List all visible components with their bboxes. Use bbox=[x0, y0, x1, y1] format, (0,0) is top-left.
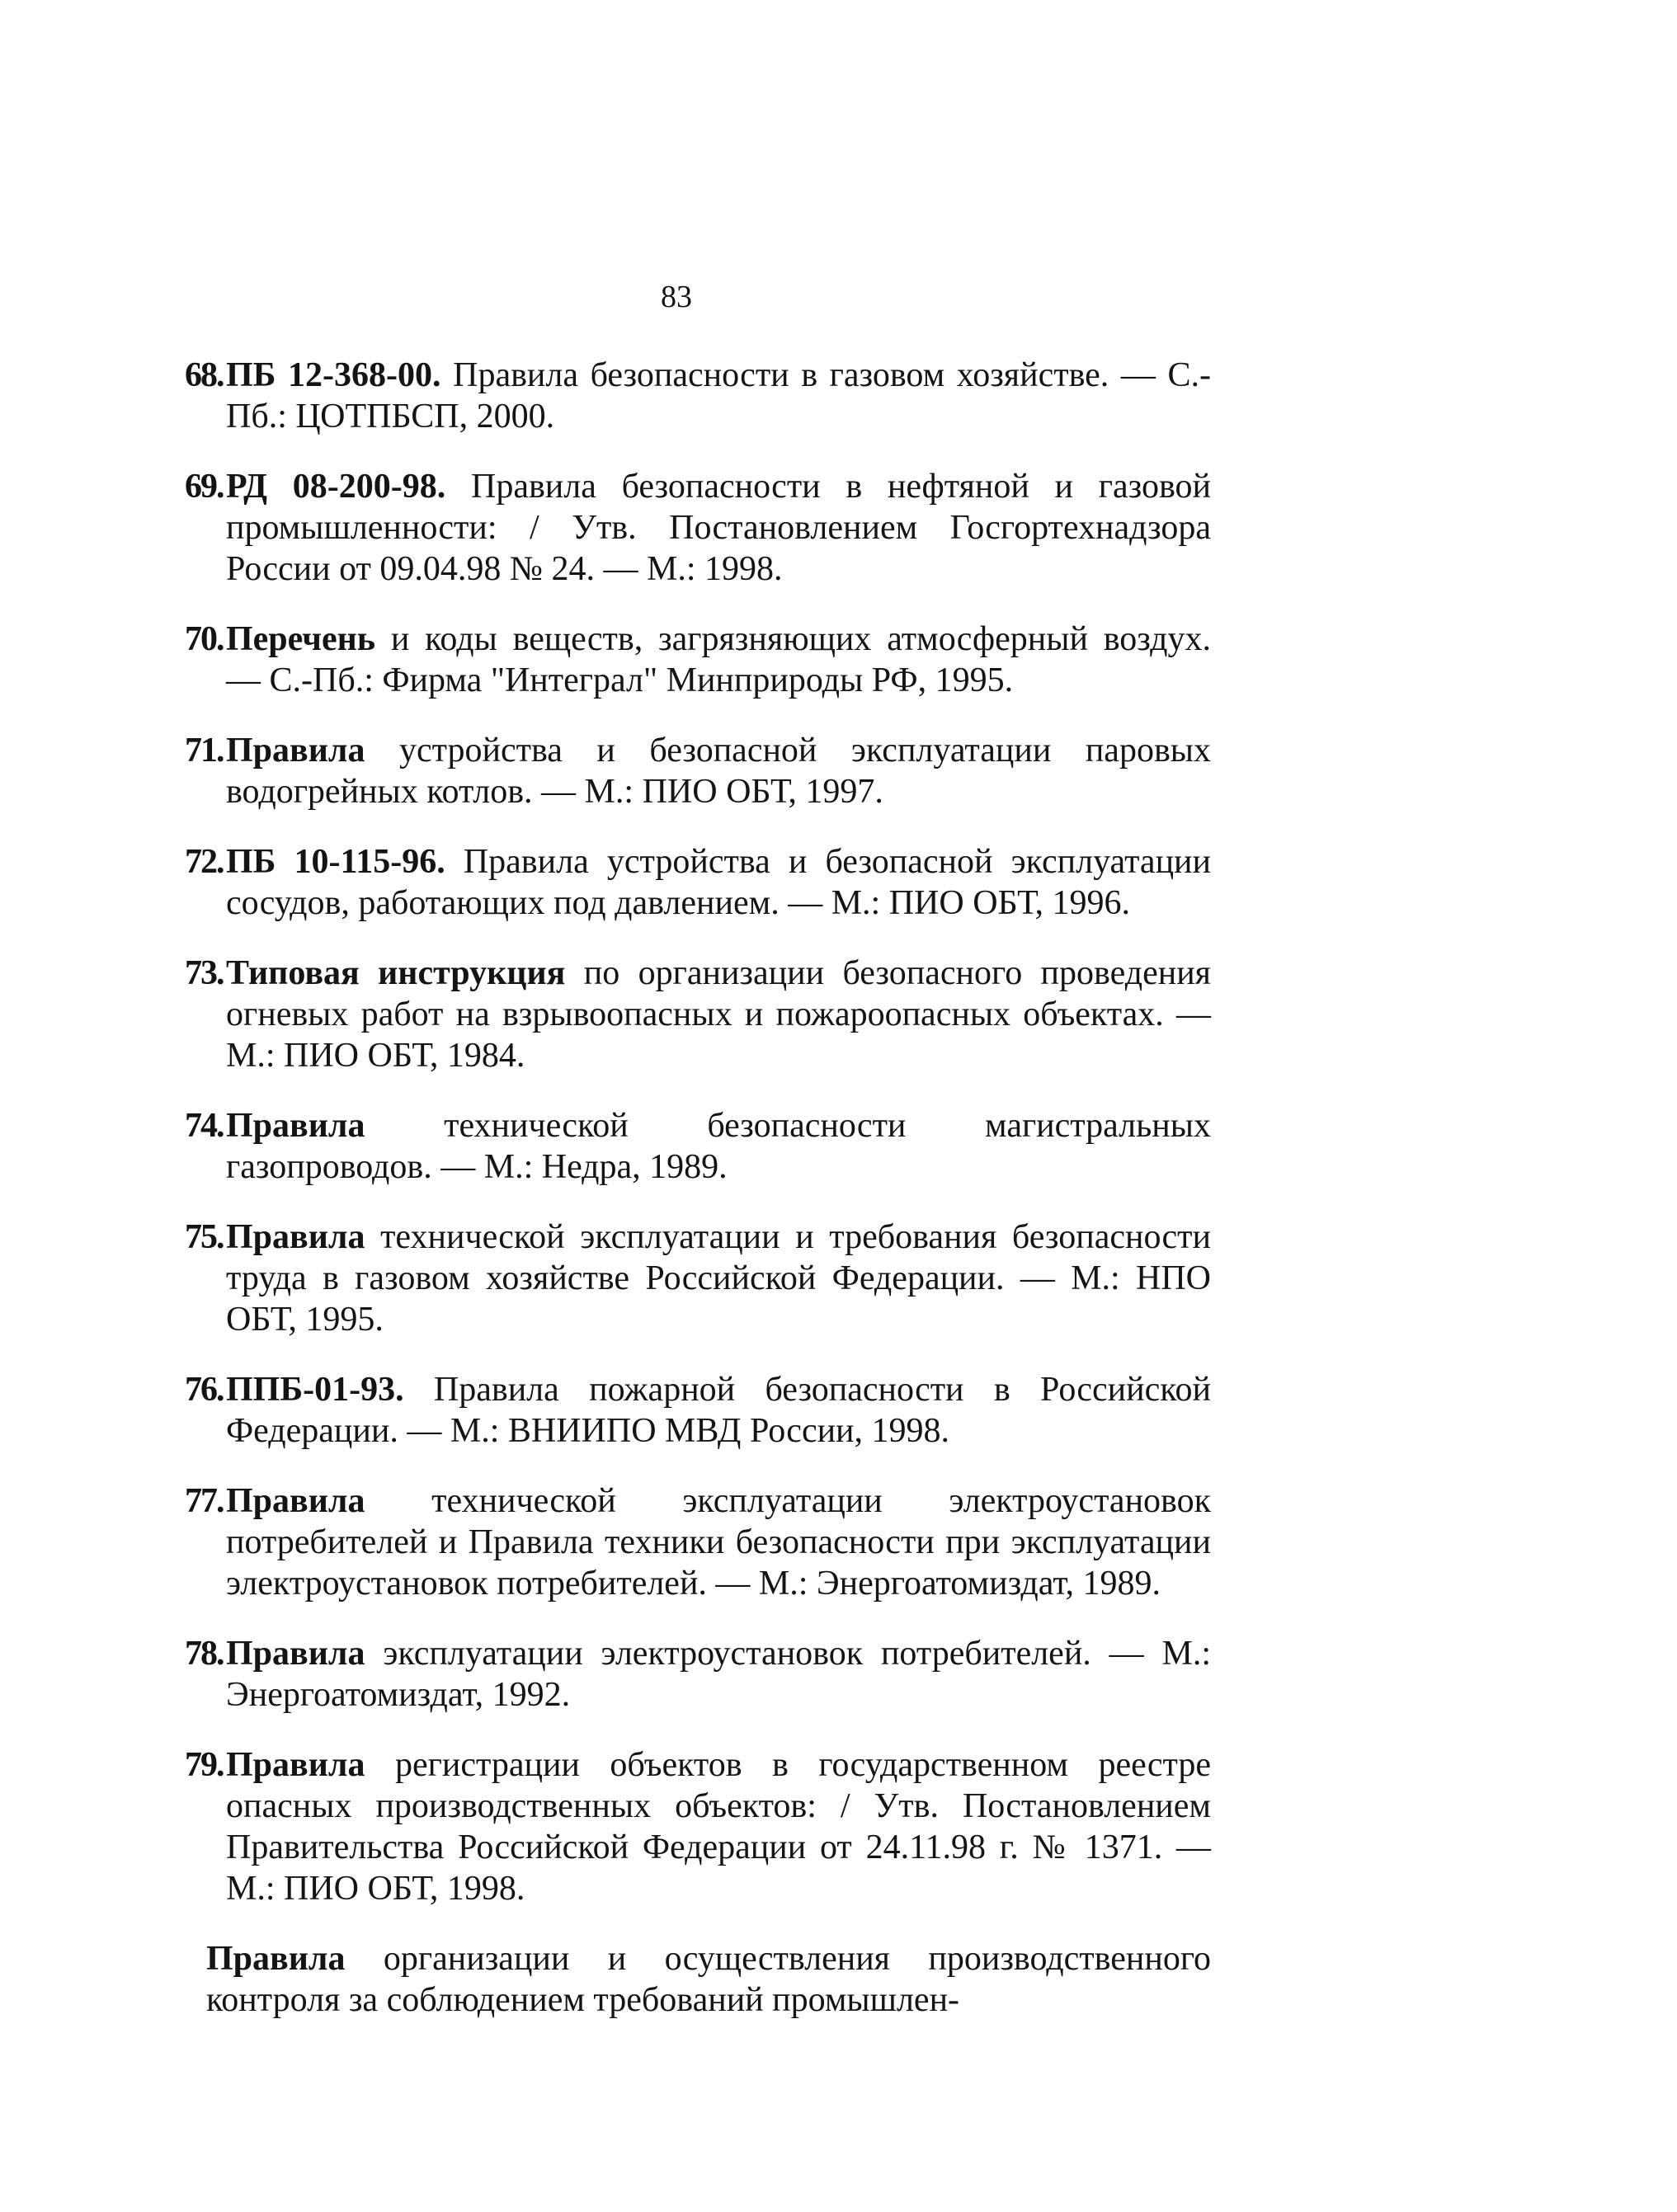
reference-number: 74. bbox=[185, 1107, 224, 1145]
reference-head: Типовая инструкция bbox=[226, 954, 566, 992]
reference-body: организации и осуществления производственного контроля за соблюдением требований промышлен- bbox=[206, 1940, 1211, 2019]
reference-number: 73. bbox=[185, 954, 224, 992]
reference-item bbox=[185, 1938, 1211, 2021]
reference-body: устройства и безопасной эксплуатации паровых водогрейных котлов. — М.: ПИО ОБТ, 1997. bbox=[226, 732, 1211, 811]
reference-number: 78. bbox=[185, 1635, 224, 1673]
reference-head: ПБ 10-115-96. bbox=[226, 843, 445, 881]
reference-body: Правила безопасности в газовом хозяйстве. — С.-Пб.: ЦОТПБСП, 2000. bbox=[226, 356, 1211, 435]
reference-item bbox=[185, 466, 1211, 590]
reference-body: регистрации объектов в государственном реестре опасных производственных объектов: / Утв. Постановлением Правительства Российской Федерации от 24.11.98 г. № 1371. — М.: ПИО ОБТ, 1998. bbox=[226, 1746, 1211, 1908]
reference-item bbox=[185, 953, 1211, 1076]
reference-text bbox=[226, 1744, 1211, 1909]
reference-item bbox=[185, 1744, 1211, 1909]
reference-head: Правила bbox=[226, 1107, 365, 1145]
reference-body: технической эксплуатации и требования безопасности труда в газовом хозяйстве Российской Федерации. — М.: НПО ОБТ, 1995. bbox=[226, 1218, 1211, 1339]
reference-body: эксплуатации электроустановок потребителей. — М.: Энергоатомиздат, 1992. bbox=[226, 1635, 1211, 1714]
reference-body: технической эксплуатации электроустановок потребителей и Правила техники безопасности при эксплуатации электроустановок потребителей. — М.: Энергоатомиздат, 1989. bbox=[226, 1482, 1211, 1603]
reference-head: Правила bbox=[226, 1218, 365, 1256]
reference-head: Правила bbox=[226, 1746, 365, 1784]
reference-body: и коды веществ, загрязняющих атмосферный воздух. — С.-Пб.: Фирма "Интеграл" Минприроды РФ, 1995. bbox=[226, 620, 1211, 699]
reference-text bbox=[226, 953, 1211, 1076]
reference-item bbox=[185, 1217, 1211, 1340]
reference-body: по организации безопасного проведения огневых работ на взрывоопасных и пожароопасных объектах. — М.: ПИО ОБТ, 1984. bbox=[226, 954, 1211, 1075]
reference-text bbox=[226, 841, 1211, 924]
reference-text bbox=[226, 619, 1211, 701]
reference-body: Правила устройства и безопасной эксплуатации сосудов, работающих под давлением. — М.: ПИО ОБТ, 1996. bbox=[226, 843, 1212, 922]
reference-list bbox=[185, 355, 1211, 2050]
reference-text bbox=[226, 1369, 1211, 1452]
reference-head: Правила bbox=[206, 1940, 346, 1978]
reference-text bbox=[226, 1217, 1211, 1340]
page-number: 83 bbox=[661, 280, 692, 314]
reference-item bbox=[185, 1633, 1211, 1715]
reference-number: 75. bbox=[185, 1218, 224, 1256]
reference-body: технической безопасности магистральных газопроводов. — М.: Недра, 1989. bbox=[226, 1107, 1211, 1186]
reference-head: Перечень bbox=[226, 620, 376, 658]
reference-text bbox=[226, 1480, 1211, 1604]
reference-body: Правила пожарной безопасности в Российской Федерации. — М.: ВНИИПО МВД России, 1998. bbox=[226, 1371, 1211, 1450]
reference-head: Правила bbox=[226, 1635, 365, 1673]
reference-item bbox=[185, 355, 1211, 437]
reference-item bbox=[185, 1369, 1211, 1452]
reference-number: 79. bbox=[185, 1746, 224, 1784]
reference-head: ППБ-01-93. bbox=[226, 1371, 404, 1409]
reference-item bbox=[185, 841, 1211, 924]
reference-number: 70. bbox=[185, 620, 224, 658]
reference-item bbox=[185, 730, 1211, 812]
reference-item bbox=[185, 1105, 1211, 1188]
reference-number: 76. bbox=[185, 1371, 224, 1409]
reference-head: Правила bbox=[226, 1482, 365, 1520]
reference-text bbox=[226, 1105, 1211, 1188]
reference-number bbox=[185, 1938, 206, 2021]
reference-item bbox=[185, 619, 1211, 701]
reference-number: 69. bbox=[185, 468, 224, 506]
reference-number: 72. bbox=[185, 843, 224, 881]
reference-text bbox=[206, 1938, 1211, 2021]
reference-head: РД 08-200-98. bbox=[226, 468, 446, 506]
reference-item bbox=[185, 1480, 1211, 1604]
reference-text bbox=[226, 1633, 1211, 1715]
reference-number: 71. bbox=[185, 732, 224, 769]
reference-text bbox=[226, 355, 1211, 437]
reference-head: ПБ 12-368-00. bbox=[226, 356, 441, 394]
reference-number: 68. bbox=[185, 356, 224, 394]
reference-text bbox=[226, 466, 1211, 590]
reference-head: Правила bbox=[226, 732, 365, 769]
reference-body: Правила безопасности в нефтяной и газовой промышленности: / Утв. Постановлением Госгортехнадзора России от 09.04.98 № 24. — М.: 1998. bbox=[226, 468, 1211, 588]
reference-text bbox=[226, 730, 1211, 812]
reference-number: 77. bbox=[185, 1482, 224, 1520]
